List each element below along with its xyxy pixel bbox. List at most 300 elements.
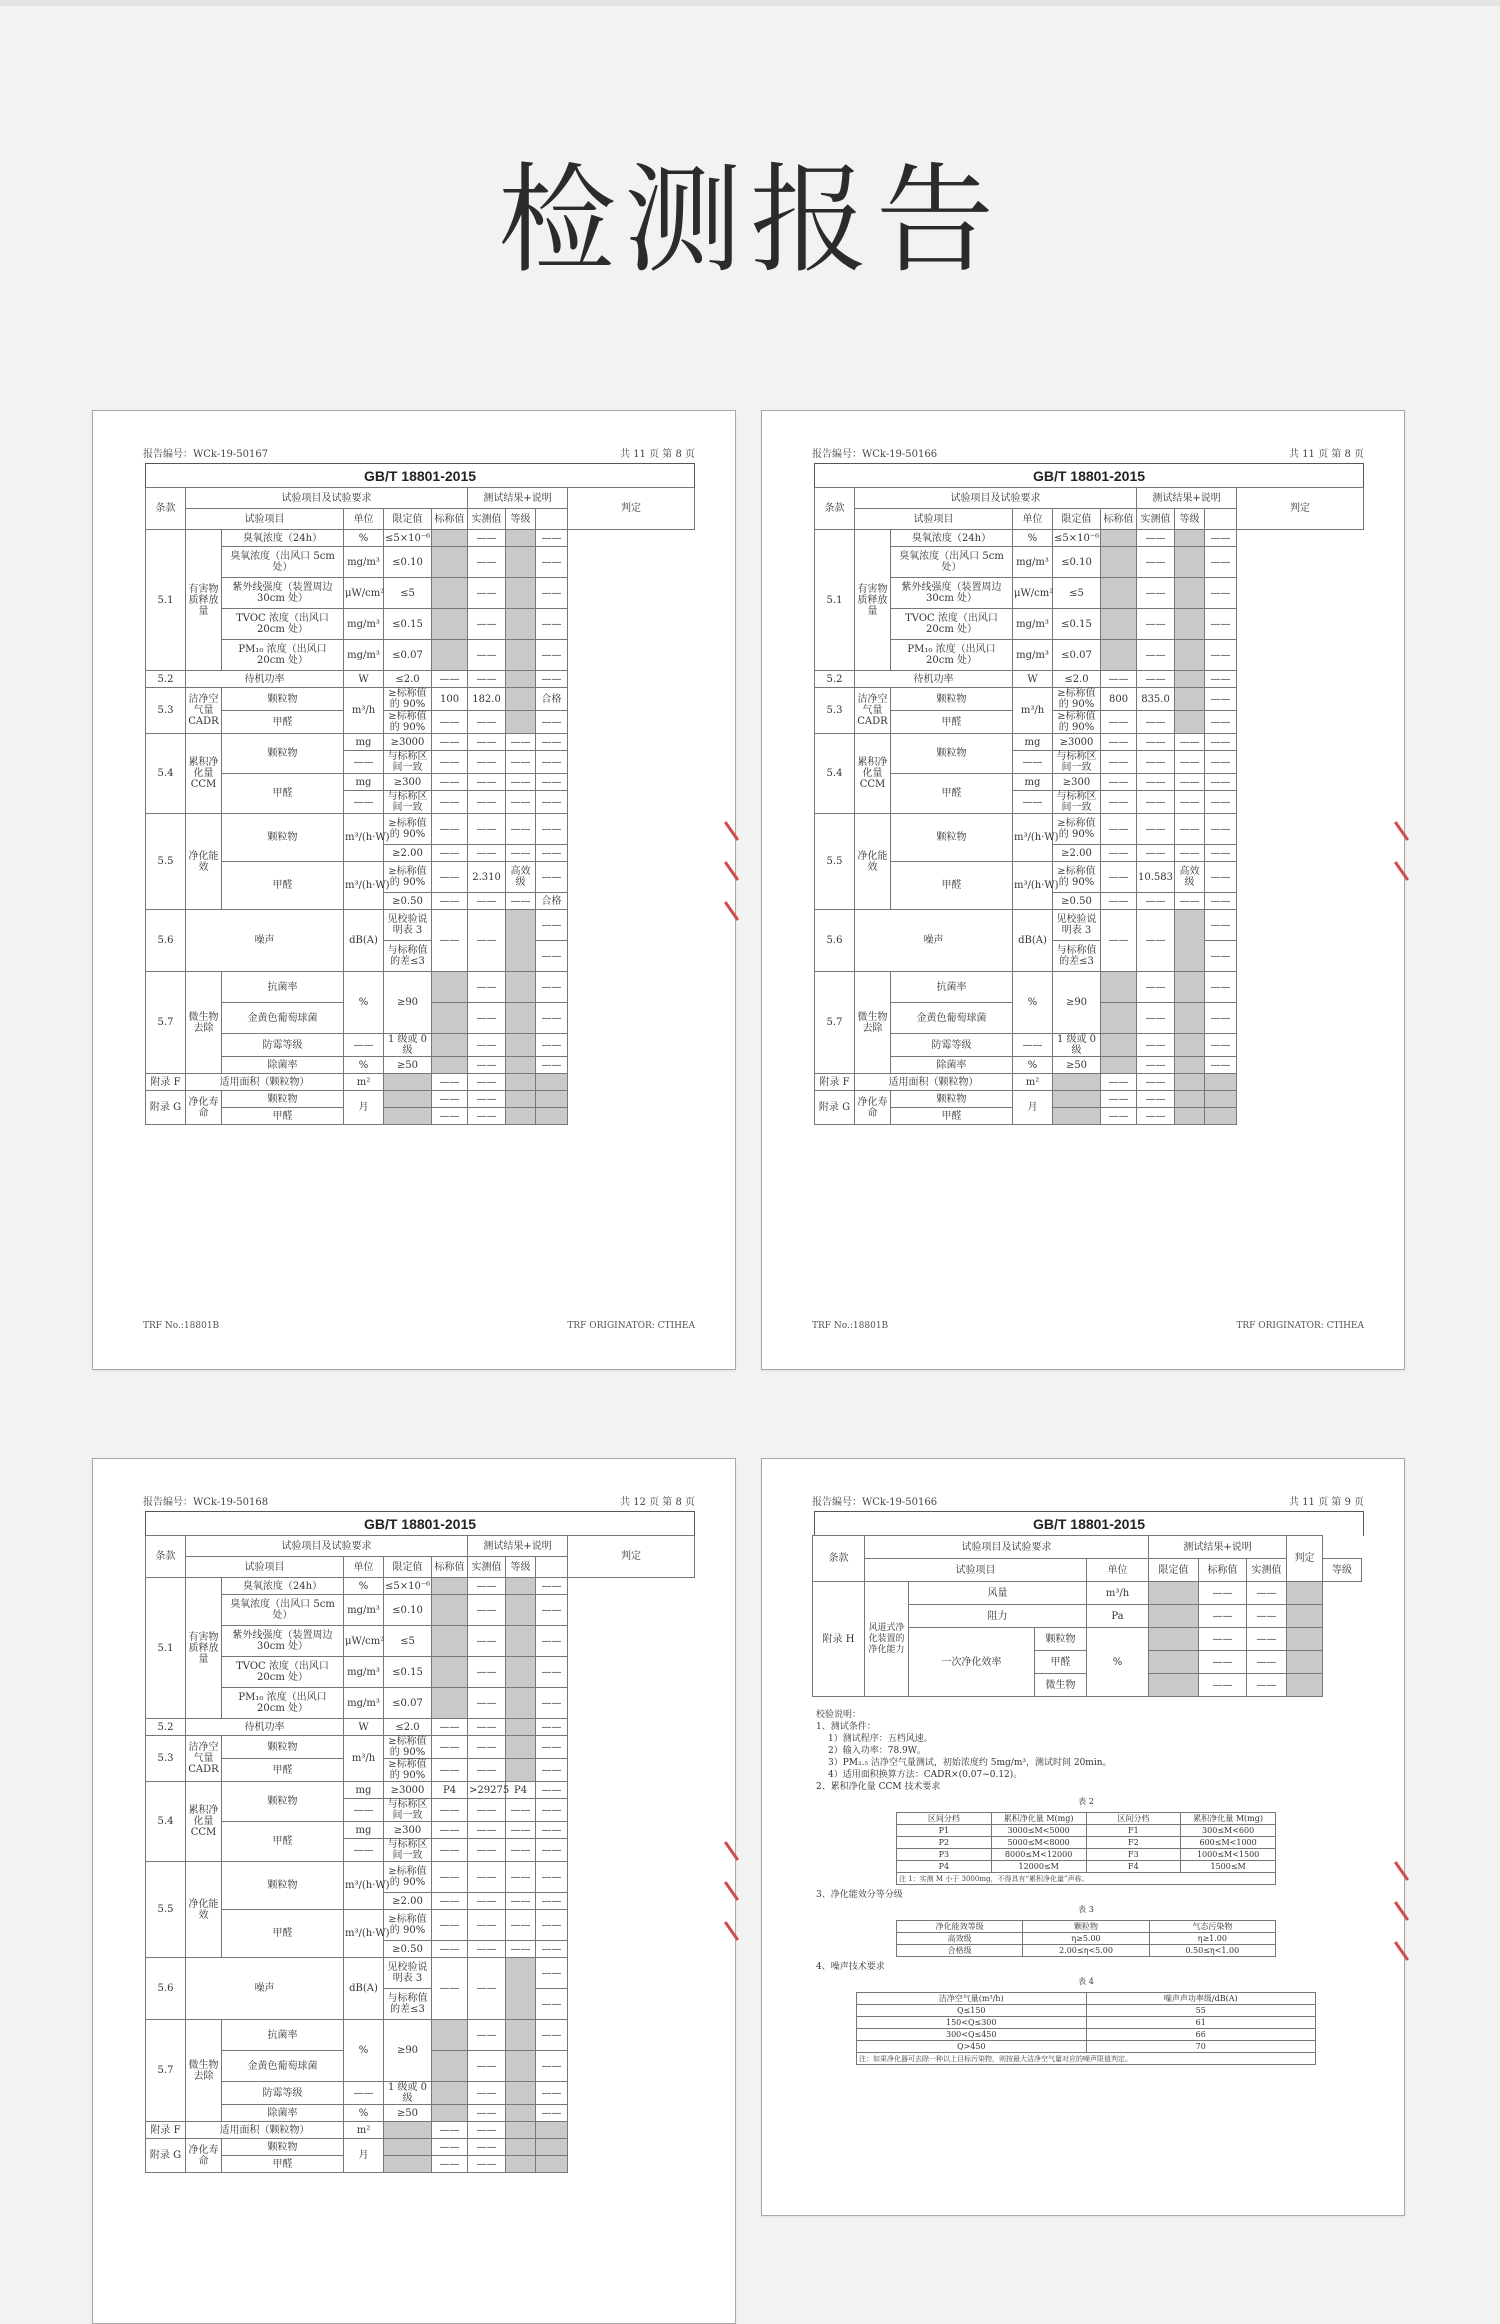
table-row (146, 1736, 695, 1759)
table-cell: —— (536, 1626, 568, 1657)
report-page-1 (92, 410, 736, 1370)
report-header (812, 445, 1364, 460)
shaded-cell (536, 1091, 568, 1108)
table-cell: —— (344, 1034, 384, 1057)
table-row (146, 547, 695, 578)
table-cell: 实测值 (468, 509, 506, 530)
table-cell: 颗粒物 (1023, 1921, 1149, 1933)
table-cell: 注 1：实测 M 小于 3000mg，不得具有“累积净化量”声称。 (897, 1873, 1276, 1885)
shaded-cell (432, 2105, 468, 2122)
table-cell: m³/h (1087, 1582, 1149, 1605)
table-cell: —— (344, 1839, 384, 1862)
table-cell: ≤5×10⁻⁶ (384, 1578, 432, 1595)
table-row (815, 862, 1364, 893)
table-cell: —— (1101, 671, 1137, 688)
table4-caption: 表 4 (1078, 1977, 1094, 1986)
shaded-cell (1175, 1034, 1205, 1057)
shaded-cell (384, 1074, 432, 1091)
table-cell: PM₁₀ 浓度（出风口 20cm 处） (222, 640, 344, 671)
table-cell: —— (468, 774, 506, 791)
table-cell: η≥1.00 (1149, 1933, 1275, 1945)
shaded-cell (1175, 910, 1205, 972)
table-cell: —— (536, 1719, 568, 1736)
shaded-cell (536, 1074, 568, 1091)
shaded-cell (1149, 1674, 1199, 1697)
table-row (146, 1782, 695, 1799)
table-cell: ≤0.15 (384, 609, 432, 640)
table-cell: 试验项目 (855, 509, 1013, 530)
table-cell: 累积净化量 CCM (186, 734, 222, 814)
shaded-cell (384, 1108, 432, 1125)
table-cell: —— (1137, 791, 1175, 814)
table-row (146, 1910, 695, 1941)
notes-title: 校验说明： (816, 1710, 862, 1720)
table-cell: —— (468, 609, 506, 640)
table-cell: 5.6 (146, 910, 186, 972)
table-cell: 实测值 (468, 1557, 506, 1578)
table-cell: ≥标称值的 90% (1053, 814, 1101, 845)
table-cell: 甲醛 (891, 774, 1013, 814)
shaded-cell (506, 2139, 536, 2156)
table-cell: —— (1199, 1628, 1247, 1651)
table-cell: 微生物去除 (186, 2020, 222, 2122)
note-line: 2）输入功率：78.9W。 (828, 1746, 927, 1756)
table-cell: —— (432, 774, 468, 791)
table-cell: TVOC 浓度（出风口 20cm 处） (222, 1657, 344, 1688)
table-cell: ≥90 (384, 2020, 432, 2082)
table-cell: —— (432, 1958, 468, 2020)
footer-left: TRF No.:18801B (812, 1321, 889, 1331)
table-cell: —— (536, 1989, 568, 2020)
table-row (146, 734, 695, 751)
table-cell: mg/m³ (1013, 640, 1053, 671)
table-cell: —— (506, 845, 536, 862)
shaded-cell (432, 1657, 468, 1688)
table-cell: mg/m³ (1013, 547, 1053, 578)
table-cell: mg/m³ (344, 1688, 384, 1719)
table-cell: P2 (897, 1837, 992, 1849)
report-header (143, 1493, 695, 1508)
table-cell: 有害物质释放量 (186, 1578, 222, 1719)
table-row (857, 2041, 1316, 2053)
table-cell: m² (344, 2122, 384, 2139)
table-cell: —— (1137, 578, 1175, 609)
table-cell: ≥标称值的 90% (384, 1862, 432, 1893)
table-cell: 颗粒物 (891, 814, 1013, 862)
table-row (146, 2139, 695, 2156)
table-cell: 待机功率 (186, 1719, 344, 1736)
page-info: 共 12 页 第 8 页 (620, 1497, 695, 1508)
table-cell: 抗菌率 (891, 972, 1013, 1003)
table-cell: 与标称区间一致 (384, 751, 432, 774)
table-cell: μW/cm² (344, 578, 384, 609)
table-row (815, 1074, 1364, 1091)
table-row (146, 774, 695, 791)
shaded-cell (506, 1595, 536, 1626)
table-cell: —— (1013, 791, 1053, 814)
table-cell: m³/(h·W) (1013, 814, 1053, 862)
table-cell: m³/(h·W) (344, 1910, 384, 1958)
shaded-cell (1149, 1582, 1199, 1605)
table-cell: 净化寿命 (186, 1091, 222, 1125)
table-row (813, 1536, 1362, 1559)
table-cell: 61 (1086, 2017, 1316, 2029)
table-cell: —— (468, 1736, 506, 1759)
shaded-cell (506, 1057, 536, 1074)
page-info: 共 11 页 第 8 页 (620, 449, 695, 460)
shaded-cell (506, 1108, 536, 1125)
table-cell: 测试结果+说明 (468, 488, 568, 509)
table-row (146, 1688, 695, 1719)
table-cell: 单位 (1013, 509, 1053, 530)
table-cell: 颗粒物 (222, 2139, 344, 2156)
shaded-cell (432, 2082, 468, 2105)
table-row (146, 2156, 695, 2173)
table-cell: 净化能效等级 (897, 1921, 1023, 1933)
table-cell: 实测值 (1137, 509, 1175, 530)
shaded-cell (506, 1958, 536, 2020)
table-cell: 有害物质释放量 (186, 530, 222, 671)
shaded-cell (1149, 1651, 1199, 1674)
table-cell: mg (1013, 774, 1053, 791)
report-footer (143, 1321, 695, 1331)
shaded-cell (1101, 1003, 1137, 1034)
table-cell: ≥300 (384, 774, 432, 791)
shaded-cell (506, 1688, 536, 1719)
table-cell: 5000≤M<8000 (991, 1837, 1086, 1849)
table-cell: —— (468, 1595, 506, 1626)
table-cell: —— (1175, 734, 1205, 751)
shaded-cell (1287, 1674, 1323, 1697)
table-cell: —— (536, 530, 568, 547)
table-cell: 风量 (909, 1582, 1087, 1605)
table-cell: ≥3000 (384, 734, 432, 751)
shaded-cell (1053, 1108, 1101, 1125)
table-cell: 附录 F (815, 1074, 855, 1091)
table-cell: ≥标称值的 90% (384, 711, 432, 734)
seal-mark (726, 1840, 742, 2040)
table-cell: 5.7 (146, 2020, 186, 2122)
table-cell: 微生物去除 (186, 972, 222, 1074)
table-cell: —— (1175, 774, 1205, 791)
table2-caption: 表 2 (1078, 1797, 1094, 1806)
table-cell: % (1087, 1628, 1149, 1697)
table-row (815, 688, 1364, 711)
table-cell: 适用面积（颗粒物） (855, 1074, 1013, 1091)
table-cell: 附录 G (815, 1091, 855, 1125)
table-cell: —— (536, 1688, 568, 1719)
table-cell: 抗菌率 (222, 2020, 344, 2051)
table-cell: —— (1101, 1074, 1137, 1091)
table-cell: ≥标称值的 90% (1053, 862, 1101, 893)
shaded-cell (1101, 1057, 1137, 1074)
table-cell: —— (1137, 530, 1175, 547)
table-cell: —— (1205, 774, 1237, 791)
table-cell: 1000≤M<1500 (1181, 1849, 1276, 1861)
table-cell: 限定值 (1053, 509, 1101, 530)
table-cell: 风道式净化装置的净化能力 (865, 1582, 909, 1697)
table-cell: PM₁₀ 浓度（出风口 20cm 处） (222, 1688, 344, 1719)
shaded-cell (506, 2122, 536, 2139)
table-cell: F3 (1086, 1849, 1181, 1861)
table-cell: —— (1205, 972, 1237, 1003)
table-cell: 紫外线强度（装置周边 30cm 处） (222, 578, 344, 609)
table-cell: 颗粒物 (222, 1091, 344, 1108)
shaded-cell (506, 609, 536, 640)
table-cell: —— (1137, 547, 1175, 578)
table-cell: 附录 F (146, 1074, 186, 1091)
table-row (146, 609, 695, 640)
table-cell: 累积净化量 CCM (186, 1782, 222, 1862)
shaded-cell (432, 1034, 468, 1057)
table-cell: —— (536, 1782, 568, 1799)
table-cell: 5.4 (815, 734, 855, 814)
table-cell: 判定 (568, 1536, 695, 1578)
table-row (146, 1057, 695, 1074)
table-cell: —— (536, 1910, 568, 1941)
table-cell: 300≤M<600 (1181, 1825, 1276, 1837)
table-cell: —— (468, 1958, 506, 2020)
table-cell: 单位 (344, 509, 384, 530)
table-cell: 与标称值的差≤3 (384, 941, 432, 972)
table-cell: ≥标称值的 90% (384, 1736, 432, 1759)
table-cell: 8000≤M<12000 (991, 1849, 1086, 1861)
table-cell: mg/m³ (344, 1657, 384, 1688)
shaded-cell (432, 1688, 468, 1719)
table-cell: mg/m³ (344, 640, 384, 671)
table-cell: —— (468, 1839, 506, 1862)
table-cell: 紫外线强度（装置周边 30cm 处） (891, 578, 1013, 609)
table-cell: F2 (1086, 1837, 1181, 1849)
table-cell: 累积净化量 M(mg) (1181, 1813, 1276, 1825)
shaded-cell (432, 1578, 468, 1595)
table-row (146, 578, 695, 609)
footer-right: TRF ORIGINATOR: CTIHEA (1236, 1321, 1364, 1331)
table-cell: —— (432, 814, 468, 845)
table-cell: 抗菌率 (222, 972, 344, 1003)
table-cell: 试验项目及试验要求 (186, 488, 468, 509)
table-cell: —— (468, 1862, 506, 1893)
table-cell: —— (506, 1893, 536, 1910)
shaded-cell (1175, 711, 1205, 734)
table-cell: ≤0.15 (1053, 609, 1101, 640)
table-cell: —— (1137, 1091, 1175, 1108)
table-cell: —— (1175, 845, 1205, 862)
note-line: 3）PM₂.₅ 洁净空气量测试，初始浓度约 5mg/m³，测试时间 20min。 (828, 1758, 1112, 1768)
table-cell: —— (506, 791, 536, 814)
shaded-cell (432, 2051, 468, 2082)
table-cell: —— (1101, 910, 1137, 972)
inspection-notes (816, 1709, 1356, 2069)
table-row (897, 1861, 1276, 1873)
page-info: 共 11 页 第 8 页 (1289, 449, 1364, 460)
table-cell: —— (536, 910, 568, 941)
table-cell: ≥标称值的 90% (384, 862, 432, 893)
table-cell: —— (468, 1074, 506, 1091)
table-cell: ≥标称值的 90% (384, 688, 432, 711)
shaded-cell (1175, 578, 1205, 609)
table-cell: 试验项目及试验要求 (865, 1536, 1149, 1559)
table-cell: —— (468, 1759, 506, 1782)
shaded-cell (432, 1003, 468, 1034)
table-cell: —— (1205, 640, 1237, 671)
table-cell: 与标称区间一致 (1053, 791, 1101, 814)
shaded-cell (506, 2082, 536, 2105)
table-row (146, 1108, 695, 1125)
table-cell: —— (1101, 893, 1137, 910)
table-cell: —— (536, 2082, 568, 2105)
table-row (857, 2005, 1316, 2017)
shaded-cell (1101, 972, 1137, 1003)
table-cell: 颗粒物 (891, 688, 1013, 711)
table-cell: 1 级或 0 级 (384, 2082, 432, 2105)
table-cell: —— (468, 1034, 506, 1057)
table-cell: —— (1199, 1674, 1247, 1697)
table-cell: P4 (506, 1782, 536, 1799)
shaded-cell (506, 688, 536, 711)
table-cell: 10.583 (1137, 862, 1175, 893)
shaded-cell (432, 2020, 468, 2051)
table-cell: 颗粒物 (222, 814, 344, 862)
table-row (897, 1945, 1276, 1957)
table-cell: —— (468, 2122, 506, 2139)
table-cell: —— (1205, 578, 1237, 609)
table-cell: 实测值 (1247, 1559, 1287, 1582)
table-cell: 阻力 (909, 1605, 1087, 1628)
table-cell: 1 级或 0 级 (1053, 1034, 1101, 1057)
table-cell: —— (536, 2051, 568, 2082)
table-cell: ≥标称值的 90% (1053, 711, 1101, 734)
table-cell: 5.2 (146, 671, 186, 688)
table-4 (856, 1992, 1316, 2065)
table-cell: 判定 (1237, 488, 1364, 530)
table-cell: —— (536, 941, 568, 972)
table-cell: 150<Q≤300 (857, 2017, 1087, 2029)
table-cell: —— (1205, 688, 1237, 711)
table-cell: —— (1101, 1108, 1137, 1125)
table-cell: —— (1137, 751, 1175, 774)
table-cell: —— (432, 1759, 468, 1782)
report-table (814, 487, 1364, 1125)
table-cell: 金黄色葡萄球菌 (222, 2051, 344, 2082)
table-cell: 适用面积（颗粒物） (186, 1074, 344, 1091)
table-cell: —— (468, 2139, 506, 2156)
table-cell: —— (536, 1578, 568, 1595)
table-cell: —— (1247, 1582, 1287, 1605)
table-cell: —— (506, 814, 536, 845)
table-cell: m³/(h·W) (1013, 862, 1053, 910)
table-cell: —— (1137, 972, 1175, 1003)
table-row (146, 1657, 695, 1688)
table-row (897, 1825, 1276, 1837)
table-cell: —— (536, 547, 568, 578)
table-row (897, 1873, 1276, 1885)
table-cell: 微生物去除 (855, 972, 891, 1074)
shaded-cell (506, 1003, 536, 1034)
table-cell: —— (1175, 791, 1205, 814)
table-cell: 高效级 (897, 1933, 1023, 1945)
shaded-cell (432, 530, 468, 547)
table-cell: 与标称区间一致 (384, 1799, 432, 1822)
table-cell: 等级 (506, 509, 536, 530)
table-cell: —— (536, 671, 568, 688)
table-cell: —— (536, 1034, 568, 1057)
shaded-cell (432, 640, 468, 671)
table-cell: 甲醛 (222, 1108, 344, 1125)
table-cell: 标称值 (432, 1557, 468, 1578)
table-cell: —— (1013, 1034, 1053, 1057)
table-row (897, 1933, 1276, 1945)
table-cell: —— (432, 2156, 468, 2173)
table-cell: dB(A) (344, 1958, 384, 2020)
table-cell: —— (1205, 751, 1237, 774)
table-cell: mg/m³ (1013, 609, 1053, 640)
table-cell: —— (506, 734, 536, 751)
table-cell: mg/m³ (344, 609, 384, 640)
table-cell: 累积净化量 CCM (855, 734, 891, 814)
table-cell: —— (1137, 910, 1175, 972)
table-cell: —— (468, 2082, 506, 2105)
table-cell: 见校验说明表 3 (384, 1958, 432, 1989)
standard-title: GB/T 18801-2015 (145, 463, 695, 488)
table-cell: —— (1205, 1003, 1237, 1034)
table-cell: —— (468, 972, 506, 1003)
table-cell: 限定值 (384, 1557, 432, 1578)
table-cell: —— (432, 1736, 468, 1759)
table-row (857, 2029, 1316, 2041)
table-row (815, 814, 1364, 845)
table-cell: 条款 (813, 1536, 865, 1582)
table-cell: —— (1205, 734, 1237, 751)
table-cell: 附录 F (146, 2122, 186, 2139)
shaded-cell (432, 1626, 468, 1657)
table-cell: —— (468, 2156, 506, 2173)
shaded-cell (1101, 640, 1137, 671)
table-row (815, 547, 1364, 578)
table-cell: PM₁₀ 浓度（出风口 20cm 处） (891, 640, 1013, 671)
shaded-cell (506, 1719, 536, 1736)
note-line: 1、测试条件： (816, 1722, 876, 1732)
table-cell: 高效级 (1175, 862, 1205, 893)
table-cell: ≤0.07 (384, 1688, 432, 1719)
table-row (146, 530, 695, 547)
table-cell: 甲醛 (891, 862, 1013, 910)
report-number: 报告编号：WCk-19-50168 (143, 1497, 269, 1508)
table-cell: —— (344, 791, 384, 814)
shaded-cell (1053, 1074, 1101, 1091)
shaded-cell (1205, 1108, 1237, 1125)
table-cell: —— (1205, 671, 1237, 688)
table-cell: —— (536, 2020, 568, 2051)
table-row (815, 640, 1364, 671)
table-cell: 800 (1101, 688, 1137, 711)
table-cell: —— (1199, 1582, 1247, 1605)
shaded-cell (506, 711, 536, 734)
table-cell: ≤0.07 (384, 640, 432, 671)
table-cell: m² (1013, 1074, 1053, 1091)
table-cell: —— (432, 2122, 468, 2139)
table-cell: —— (468, 1910, 506, 1941)
table-cell: —— (536, 1736, 568, 1759)
table-row (146, 2105, 695, 2122)
table-cell: 2.00≤η<5.00 (1023, 1945, 1149, 1957)
table-cell: 5.5 (146, 1862, 186, 1958)
table-cell: ≤2.0 (1053, 671, 1101, 688)
table-cell: % (344, 2020, 384, 2082)
table-cell: ≤2.0 (384, 671, 432, 688)
table-cell: 甲醛 (891, 711, 1013, 734)
table-cell: 5.3 (146, 688, 186, 734)
